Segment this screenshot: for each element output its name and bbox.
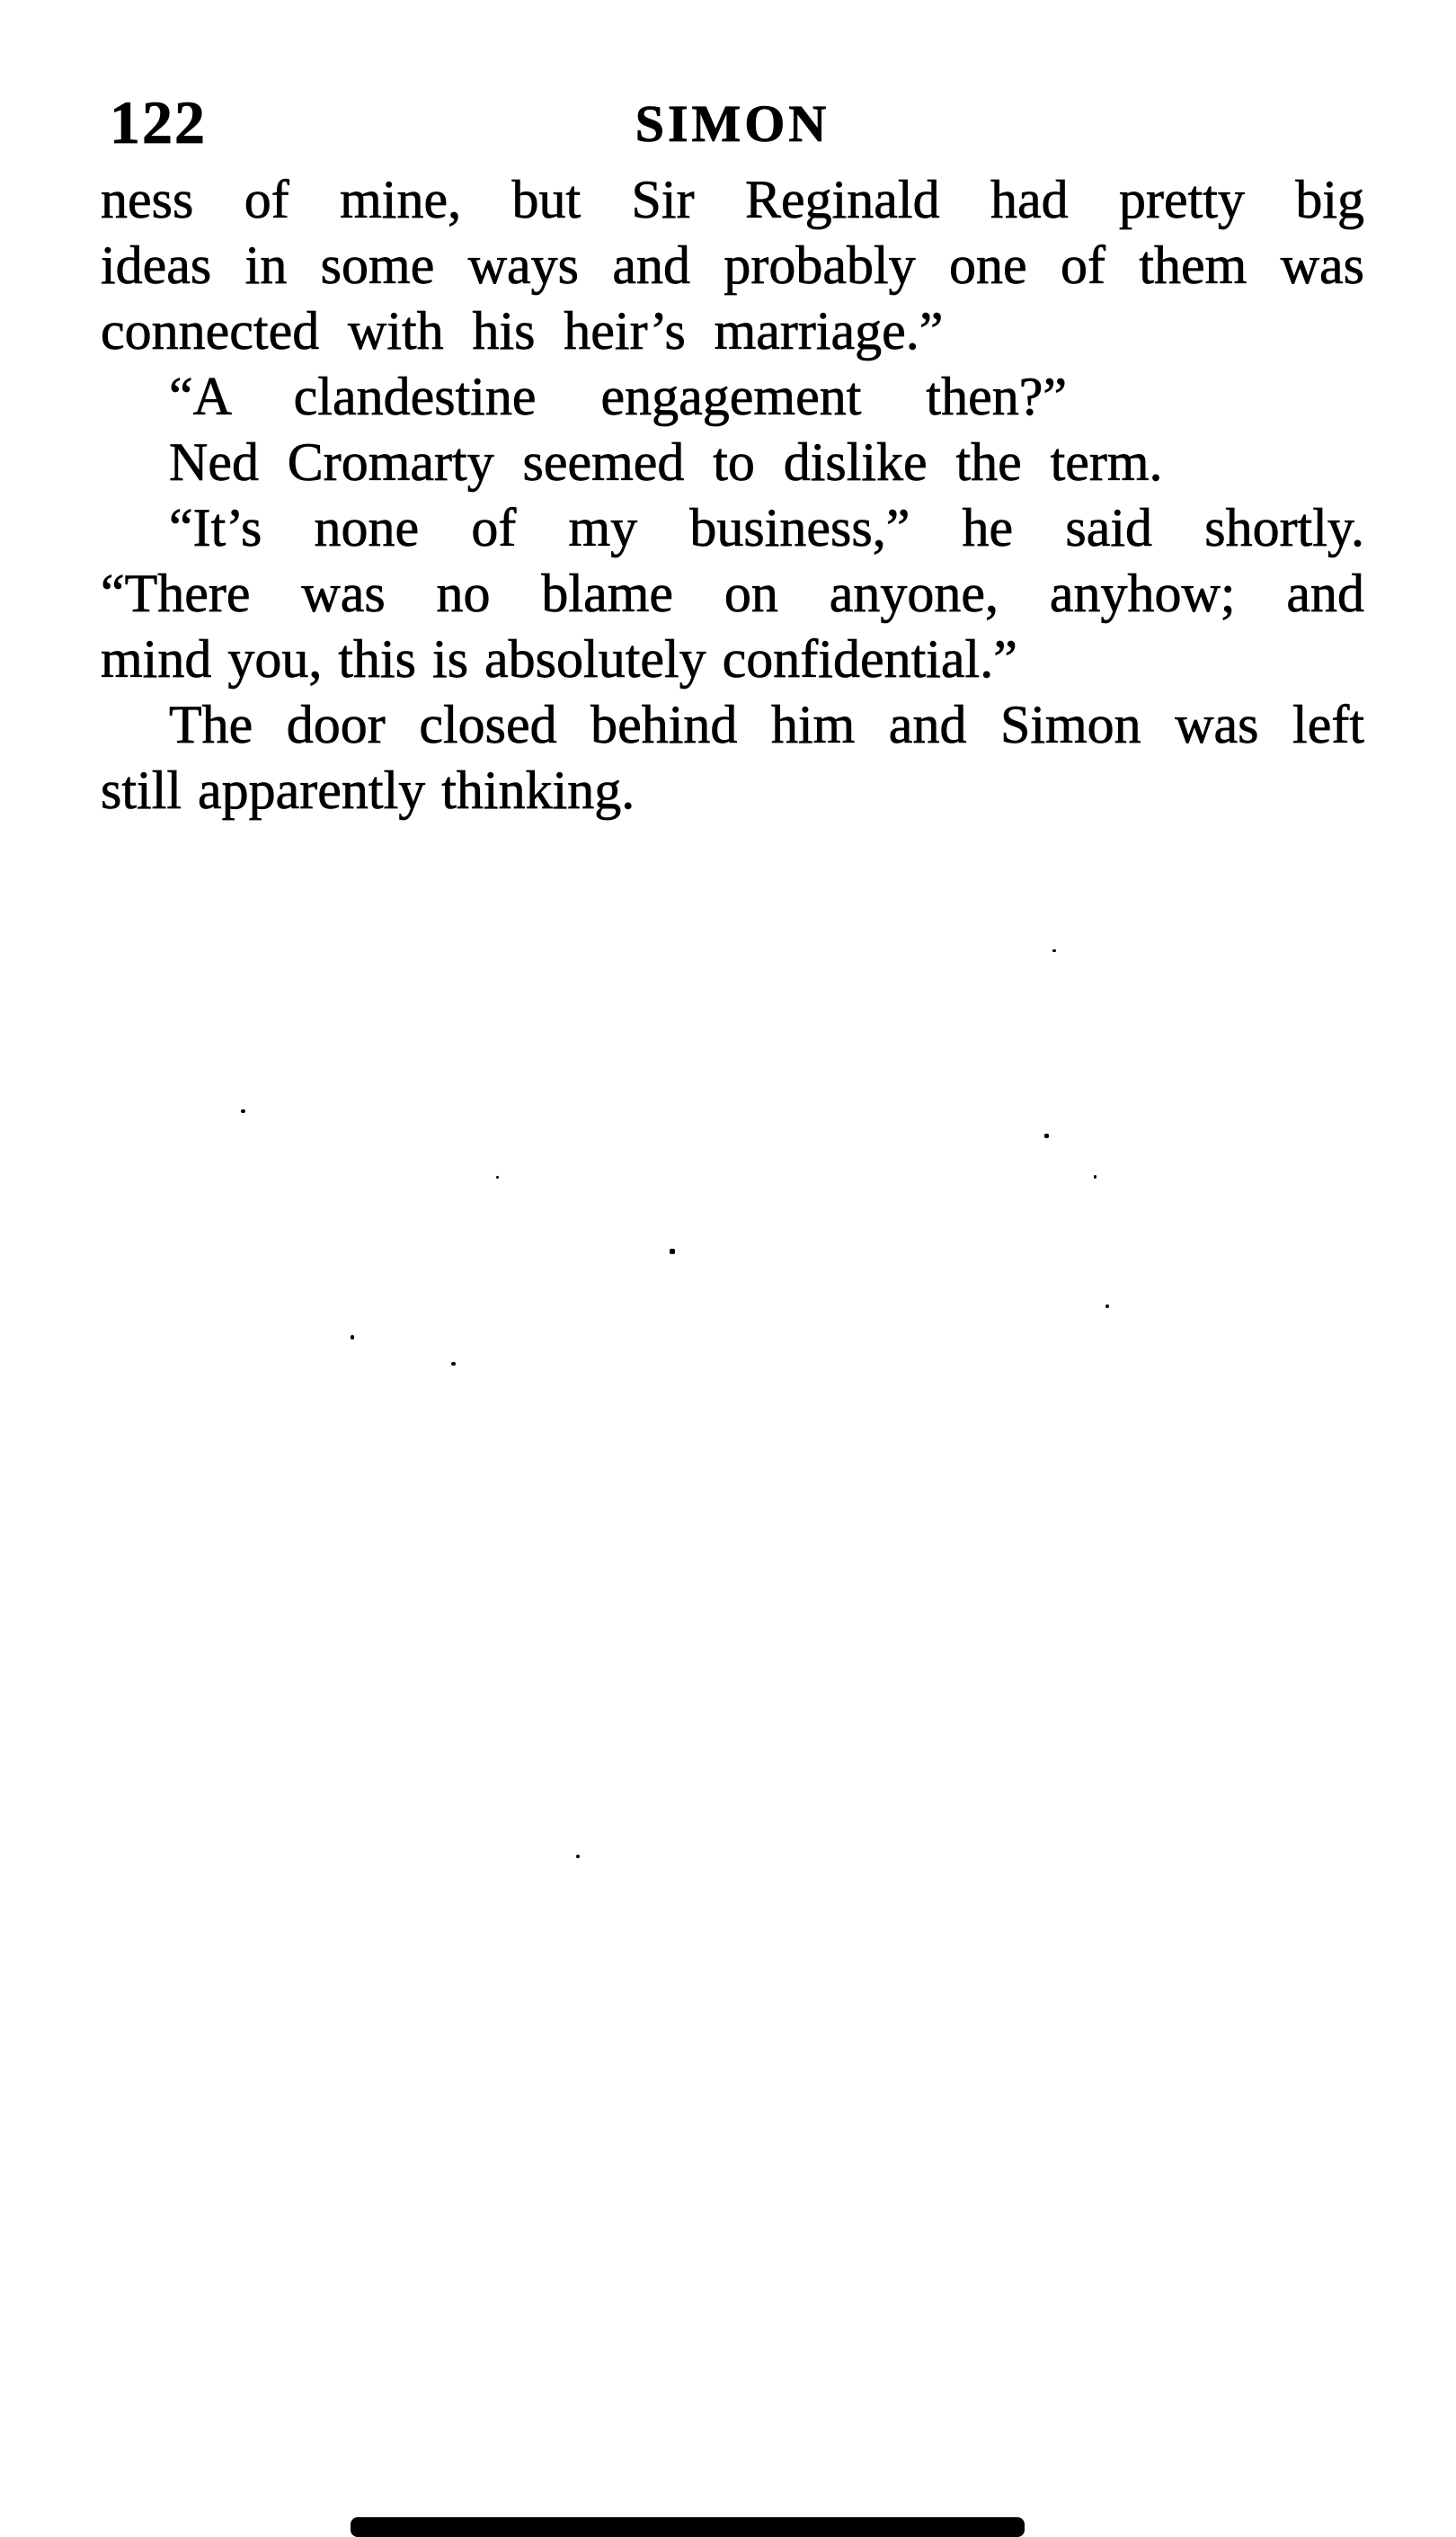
scan-speck: [670, 1249, 675, 1254]
running-title: SIMON: [635, 94, 830, 153]
scan-speck: [1052, 949, 1056, 952]
scan-speck: [1044, 1134, 1049, 1138]
scan-speck: [451, 1362, 456, 1366]
scan-speck: [576, 1855, 580, 1858]
text-line: ideas in some ways and probably one of them was: [101, 236, 1364, 295]
text-line: connected with his heir’s marriage.”: [101, 301, 944, 361]
page-number: 122: [110, 88, 207, 156]
text-line: ness of mine, but Sir Reginald had pretty big: [101, 170, 1364, 229]
text-line: Ned Cromarty seemed to dislike the term.: [169, 432, 1163, 492]
text-line: “A clandestine engagement then?”: [169, 367, 1067, 426]
scan-speck: [241, 1109, 245, 1113]
text-line: “There was no blame on anyone, anyhow; and: [101, 564, 1364, 623]
text-line: The door closed behind him and Simon was left: [169, 695, 1364, 754]
text-line: still apparently thinking.: [101, 761, 635, 820]
body-text: [101, 167, 1364, 823]
scan-speck: [496, 1176, 499, 1179]
page-header: [101, 88, 1364, 156]
scan-speck: [1094, 1175, 1096, 1179]
text-line: “It’s none of my business,” he said shortly.: [169, 498, 1364, 557]
scan-gutter-bar: [351, 2517, 1025, 2537]
scan-speck: [351, 1335, 354, 1340]
scan-speck: [1105, 1304, 1109, 1308]
text-line: mind you, this is absolutely confidential.”: [101, 629, 1017, 689]
